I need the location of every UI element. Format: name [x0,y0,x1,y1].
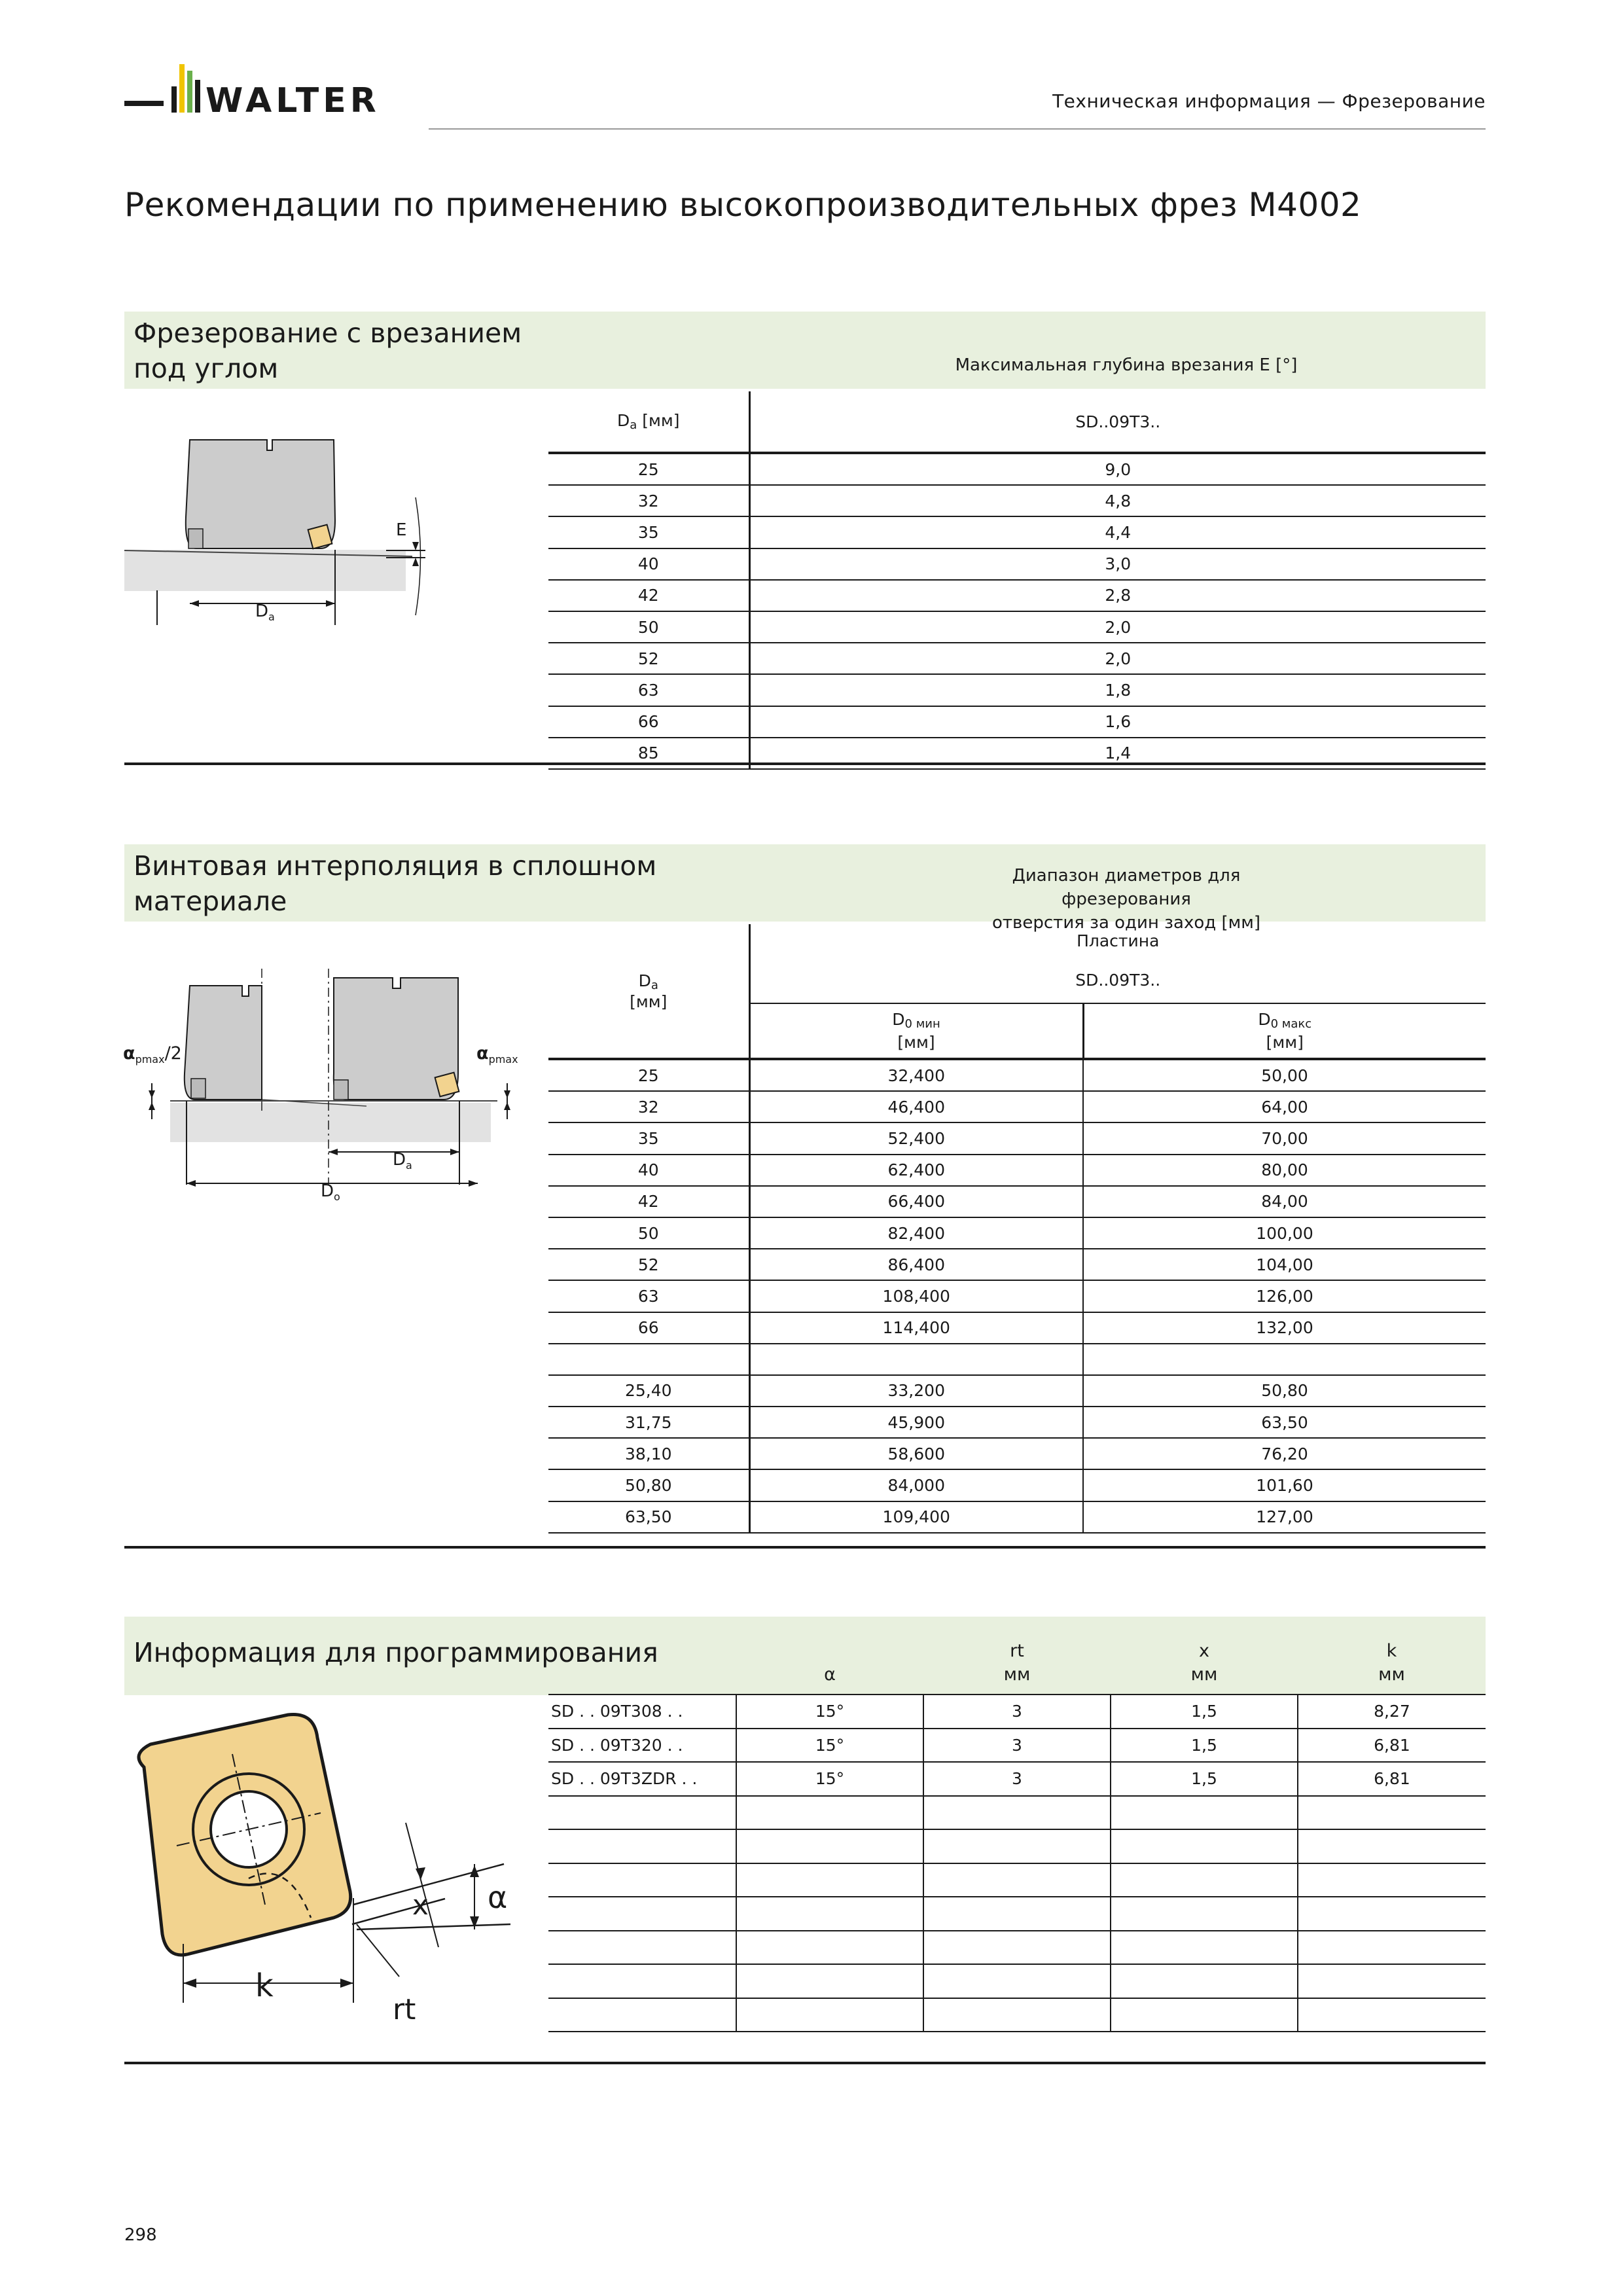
svg-text:Da: $D_a$ [393,1150,412,1172]
header-k: k мм [1378,1641,1405,1685]
table-cell: 1,5 [1111,1695,1298,1729]
table-cell [923,1897,1111,1931]
table-cell [548,1931,736,1965]
table-cell [1298,1931,1486,1965]
walter-logo [124,60,406,126]
table-row [548,1155,1486,1186]
table-cell: 32,400 [749,1059,1083,1091]
table-row [548,1059,1486,1091]
table-cell: 52 [548,1249,749,1280]
svg-text:WALTER: WALTER [205,81,380,120]
table-cell: 25,40 [548,1375,749,1407]
section2-title: Винтовая интерполяция в сплошном материале [134,850,657,917]
table-cell: 25 [548,1059,749,1091]
table-cell: 64,00 [1083,1091,1486,1122]
table-cell: 1,4 [749,738,1486,769]
svg-text:αpmax/2: $\alpha_{pmax}/2$ [123,1043,182,1066]
table-cell [1111,1796,1298,1830]
table-cell: 66 [548,1312,749,1344]
table-row [548,1122,1486,1154]
section2-right-header: Диапазон диаметров для фрезерования отверстия за один заход [мм] [992,866,1260,933]
table-cell: SD . . 09T320 . . [548,1729,736,1763]
table-row [548,1091,1486,1122]
table-cell: 101,60 [1083,1469,1486,1501]
plunge-milling-diagram [124,419,432,635]
table-row [548,1931,1486,1965]
section3-table [548,1694,1486,2032]
svg-text:Do: $D_o$ [321,1181,340,1203]
table-row [548,1729,1486,1763]
table-cell [923,1998,1111,2032]
table-cell: 31,75 [548,1407,749,1438]
col-header-plate-code: SD..09T3.. [749,957,1486,1003]
table-row [548,580,1486,611]
table-row [548,1863,1486,1897]
col-header-insert: SD..09T3.. [749,391,1486,453]
col-header-plate: Пластина [1077,931,1160,950]
table-cell [749,1344,1083,1375]
table-row [548,1438,1486,1469]
table-cell: 32 [548,1091,749,1122]
header-title: Техническая информация — Фрезерование [1052,90,1486,112]
table-cell: 3,0 [749,548,1486,580]
svg-text:αpmax: $\alpha_{pmax}$ [476,1043,518,1066]
insert-programming-diagram [124,1708,543,2042]
table-cell [923,1931,1111,1965]
table-cell: 50,80 [1083,1375,1486,1407]
table-cell: 63 [548,674,749,706]
table-cell [1111,1931,1298,1965]
section1-title: Фрезерование с врезанием под углом [134,317,522,384]
col-header-d0-min: $D_{0 мин}$ [мм] [749,1003,1083,1059]
table-row [548,1998,1486,2032]
table-cell: 63,50 [548,1501,749,1533]
table-row [548,643,1486,674]
table-cell [736,1964,923,1998]
table-cell [736,1796,923,1830]
table-cell: 104,00 [1083,1249,1486,1280]
svg-text:x: x [412,1889,429,1921]
table-cell [1298,1829,1486,1863]
table-cell: 15° [736,1762,923,1796]
table-row [548,548,1486,580]
table-cell [548,1998,736,2032]
table-cell: 109,400 [749,1501,1083,1533]
table-cell: 108,400 [749,1280,1083,1312]
table-row [548,1280,1486,1312]
section1-bottom-rule [124,762,1486,765]
table-cell [1298,1796,1486,1830]
table-cell: 63 [548,1280,749,1312]
table-cell: 42 [548,580,749,611]
table-row [548,1375,1486,1407]
table-cell: 42 [548,1186,749,1217]
table-cell: 1,6 [749,706,1486,738]
table-cell [1111,1998,1298,2032]
svg-text:E: E [396,520,407,540]
table-cell: 84,00 [1083,1186,1486,1217]
table-cell: 2,8 [749,580,1486,611]
header-rt: rt мм [1003,1641,1031,1685]
table-row [548,1407,1486,1438]
table-cell: 40 [548,1155,749,1186]
table-row [548,453,1486,485]
section3-title: Информация для программирования [134,1637,658,1668]
table-cell: SD . . 09T3ZDR . . [548,1762,736,1796]
table-cell [736,1829,923,1863]
table-cell: 126,00 [1083,1280,1486,1312]
table-row [548,706,1486,738]
section1-table [548,391,1486,770]
table-cell: 84,000 [749,1469,1083,1501]
table-cell: 35 [548,1122,749,1154]
table-cell: 3 [923,1762,1111,1796]
section2-banner [124,844,1486,933]
table-cell: 4,8 [749,485,1486,516]
table-cell [548,1796,736,1830]
col-header-da: $D_a$ [мм] [548,391,749,453]
table-cell [1111,1829,1298,1863]
table-cell: 114,400 [749,1312,1083,1344]
header-divider [429,128,1486,130]
table-cell: 85 [548,738,749,769]
table-cell: 100,00 [1083,1217,1486,1249]
table-row [548,1217,1486,1249]
section1-banner [124,312,1486,389]
svg-text:Da: $D_a$ [255,601,275,623]
table-cell: 35 [548,516,749,548]
table-cell: 1,5 [1111,1762,1298,1796]
table-row [548,1796,1486,1830]
table-cell: 3 [923,1695,1111,1729]
table-cell: 50 [548,1217,749,1249]
table-cell [923,1964,1111,1998]
table-cell [1298,1964,1486,1998]
table-cell [923,1796,1111,1830]
svg-text:k: k [255,1967,274,2004]
table-cell: 1,5 [1111,1729,1298,1763]
table-cell: 66 [548,706,749,738]
table-cell: 1,8 [749,674,1486,706]
table-row [548,1501,1486,1533]
table-cell [1083,1344,1486,1375]
table-cell [548,1964,736,1998]
table-row [548,485,1486,516]
table-cell: 32 [548,485,749,516]
table-cell: 66,400 [749,1186,1083,1217]
table-row [548,1964,1486,1998]
table-row [548,1186,1486,1217]
table-cell: 2,0 [749,643,1486,674]
table-cell [1298,1998,1486,2032]
table-cell [1111,1964,1298,1998]
page-title: Рекомендации по применению высокопроизводительных фрез M4002 [124,186,1362,224]
section3-bottom-rule [124,2062,1486,2064]
svg-text:α: α [488,1880,508,1915]
table-cell: 25 [548,453,749,485]
table-cell [1298,1897,1486,1931]
section1-right-header: Максимальная глубина врезания E [°] [955,355,1298,375]
table-row [548,674,1486,706]
table-cell: 80,00 [1083,1155,1486,1186]
table-cell: 45,900 [749,1407,1083,1438]
table-row [548,1829,1486,1863]
table-cell: 8,27 [1298,1695,1486,1729]
table-row [548,516,1486,548]
table-cell: 4,4 [749,516,1486,548]
table-cell [923,1863,1111,1897]
table-cell: 3 [923,1729,1111,1763]
col-header-d0-max: $D_{0 макс}$ [мм] [1083,1003,1486,1059]
table-row [548,1312,1486,1344]
table-cell: 50 [548,611,749,643]
table-cell: 132,00 [1083,1312,1486,1344]
page-number: 298 [124,2225,157,2245]
section3-headers [736,1640,1486,1687]
table-row [548,1897,1486,1931]
table-cell: 40 [548,548,749,580]
col-header-da: $D_a$ [мм] [548,924,749,1059]
table-row [548,1249,1486,1280]
table-cell [548,1897,736,1931]
table-cell: 70,00 [1083,1122,1486,1154]
table-row [548,1469,1486,1501]
table-cell: 52,400 [749,1122,1083,1154]
svg-text:rt: rt [393,1993,416,2026]
table-cell: 82,400 [749,1217,1083,1249]
table-cell: 58,600 [749,1438,1083,1469]
table-cell [736,1863,923,1897]
table-cell [736,1931,923,1965]
table-cell: 6,81 [1298,1729,1486,1763]
table-cell [736,1998,923,2032]
table-cell [548,1344,749,1375]
header-x: x мм [1190,1641,1218,1685]
table-row [548,1344,1486,1375]
header-alpha: α [824,1664,836,1685]
table-cell: 38,10 [548,1438,749,1469]
section2-bottom-rule [124,1546,1486,1549]
table-cell: 6,81 [1298,1762,1486,1796]
table-cell: 15° [736,1729,923,1763]
table-cell: SD . . 09T308 . . [548,1695,736,1729]
section2-table [548,924,1486,1534]
table-row [548,1762,1486,1796]
table-cell: 63,50 [1083,1407,1486,1438]
table-cell [1298,1863,1486,1897]
table-cell [1111,1863,1298,1897]
table-row [548,611,1486,643]
table-cell: 2,0 [749,611,1486,643]
table-row [548,1695,1486,1729]
table-cell: 9,0 [749,453,1486,485]
table-cell: 127,00 [1083,1501,1486,1533]
table-cell [1111,1897,1298,1931]
table-cell [736,1897,923,1931]
table-cell: 50,80 [548,1469,749,1501]
table-cell [548,1863,736,1897]
table-cell: 46,400 [749,1091,1083,1122]
table-cell: 52 [548,643,749,674]
table-cell: 15° [736,1695,923,1729]
table-cell [548,1829,736,1863]
table-cell: 33,200 [749,1375,1083,1407]
table-cell [923,1829,1111,1863]
table-cell: 86,400 [749,1249,1083,1280]
table-cell: 76,20 [1083,1438,1486,1469]
table-cell: 62,400 [749,1155,1083,1186]
table-cell: 50,00 [1083,1059,1486,1091]
helical-interpolation-diagram [118,962,537,1204]
